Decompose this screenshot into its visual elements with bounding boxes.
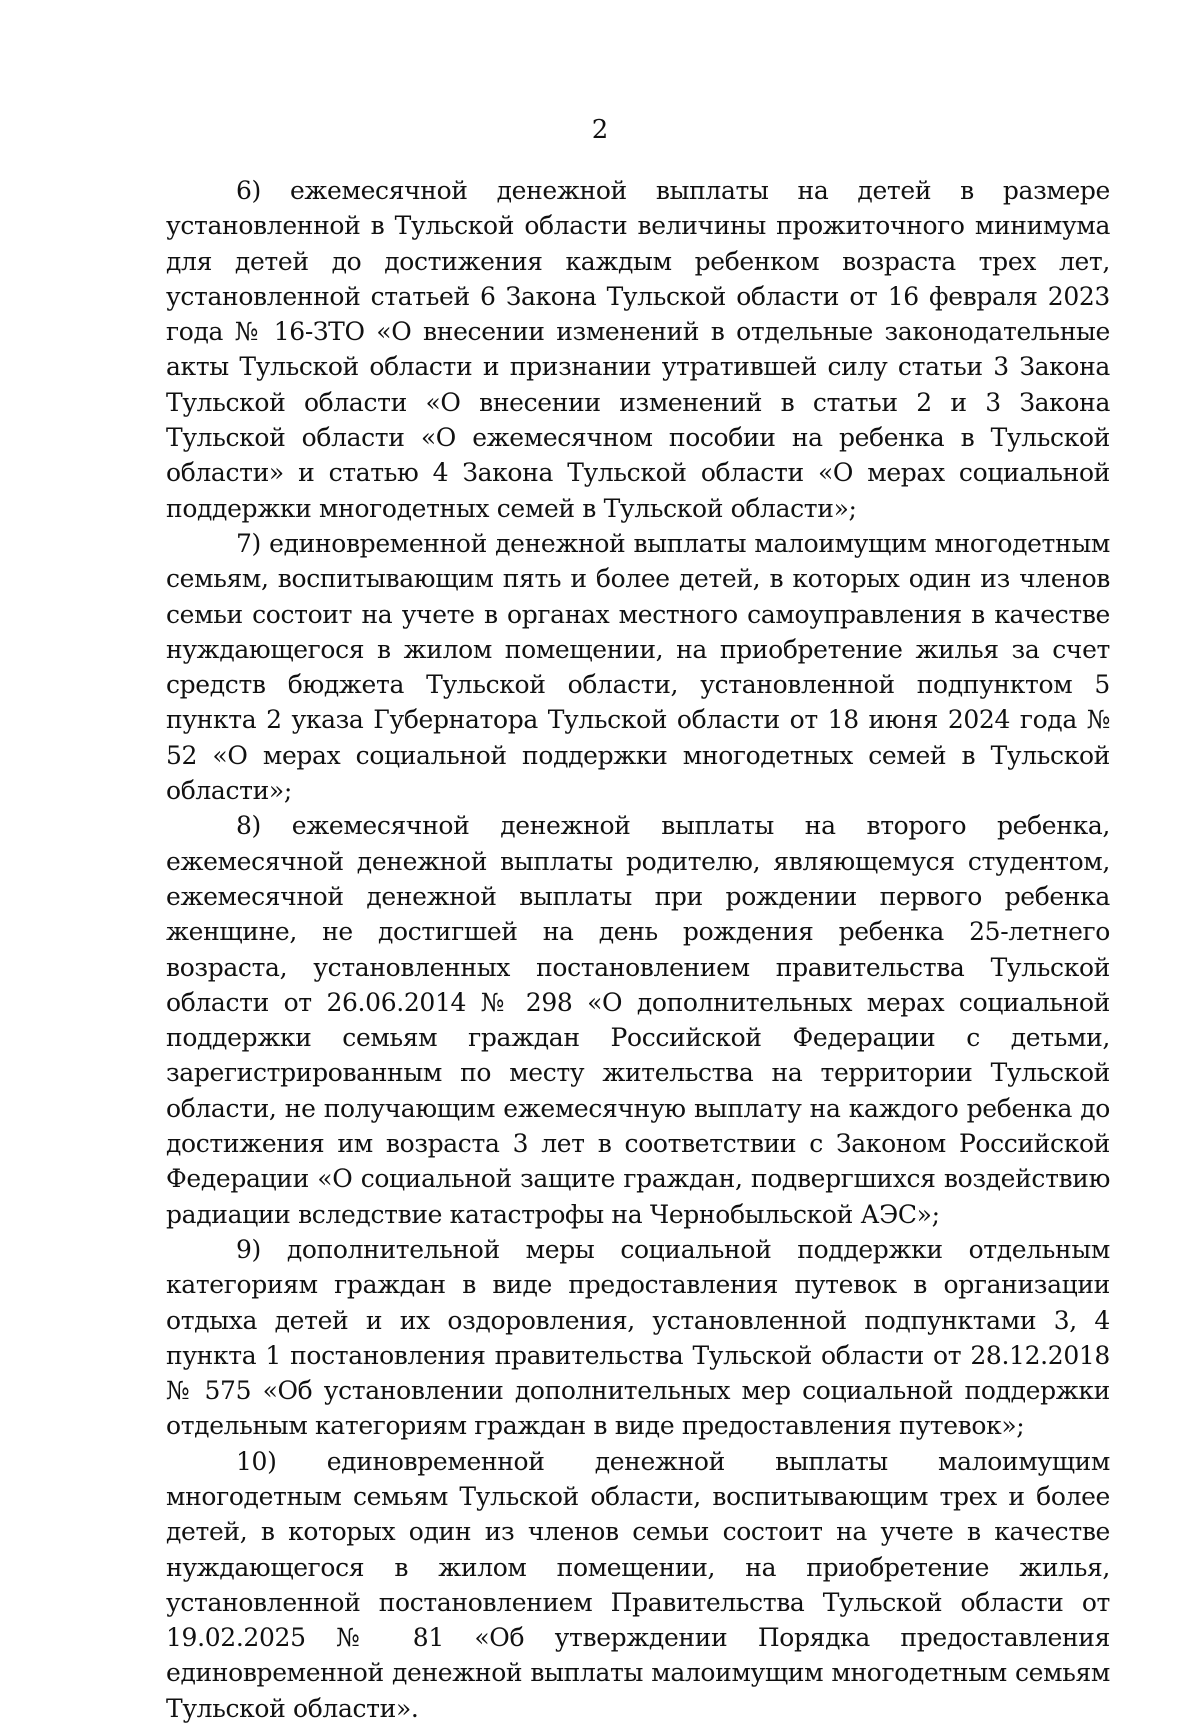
paragraph-item-7: 7) единовременной денежной выплаты малоимущим многодетным семьям, воспитывающим пять и более детей, в которых один из членов семьи состоит на учете в органах местного самоуправления в качестве нуждающегося в жилом помещении, на приобретение жилья за счет средств бюджета Тульской области, установленной подпунктом 5 пункта 2 указа Губернатора Тульской области от 18 июня 2024 года № 52 «О мерах социальной поддержки многодетных семей в Тульской области»;	[166, 528, 1110, 806]
paragraph-item-10: 10) единовременной денежной выплаты малоимущим многодетным семьям Тульской области, воспитывающим трех и более детей, в которых один из членов семьи состоит на учете в качестве нуждающегося в жилом помещении, на приобретение жилья, установленной постановлением Правительства Тульской области от 19.02.2025 № 81 «Об утверждении Порядка предоставления единовременной денежной выплаты малоимущим многодетным семьям Тульской области».	[166, 1446, 1110, 1723]
document-body	[166, 173, 1110, 1726]
page-number: 2	[591, 115, 609, 145]
paragraph-item-9: 9) дополнительной меры социальной поддержки отдельным категориям граждан в виде предоставления путевок в организации отдыха детей и их оздоровления, установленной подпунктами 3, 4 пункта 1 постановления правительства Тульской области от 28.12.2018 № 575 «Об установлении дополнительных мер социальной поддержки отдельным категориям граждан в виде предоставления путевок»;	[166, 1234, 1110, 1441]
paragraph-item-6: 6) ежемесячной денежной выплаты на детей в размере установленной в Тульской области величины прожиточного минимума для детей до достижения каждым ребенком возраста трех лет, установленной статьей 6 Закона Тульской области от 16 февраля 2023 года № 16-ЗТО «О внесении изменений в отдельные законодательные акты Тульской области и признании утратившей силу статьи 3 Закона Тульской области «О внесении изменений в статьи 2 и 3 Закона Тульской области «О ежемесячном пособии на ребенка в Тульской области» и статью 4 Закона Тульской области «О мерах социальной поддержки многодетных семей в Тульской области»;	[166, 176, 1110, 523]
paragraph-item-8: 8) ежемесячной денежной выплаты на второго ребенка, ежемесячной денежной выплаты родителю, являющемуся студентом, ежемесячной денежной выплаты при рождении первого ребенка женщине, не достигшей на день рождения ребенка 25-летнего возраста, установленных постановлением правительства Тульской области от 26.06.2014 № 298 «О дополнительных мерах социальной поддержки семьям граждан Российской Федерации с детьми, зарегистрированным по месту жительства на территории Тульской области, не получающим ежемесячную выплату на каждого ребенка до достижения им возраста 3 лет в соответствии с Законом Российской Федерации «О социальной защите граждан, подвергшихся воздействию радиации вследствие катастрофы на Чернобыльской АЭС»;	[166, 811, 1110, 1229]
